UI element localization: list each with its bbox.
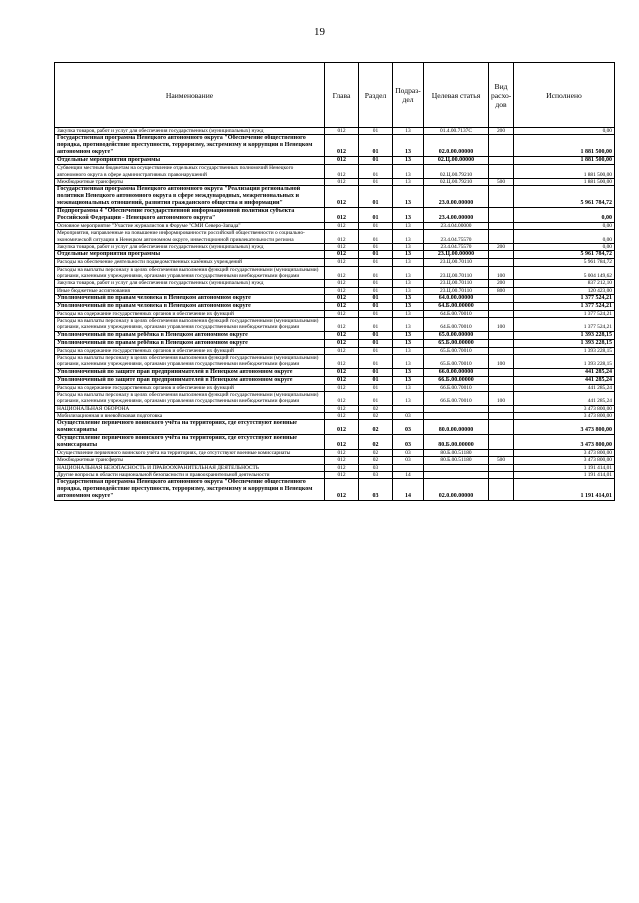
row-subsection: 13: [393, 135, 424, 157]
row-expense-type: [489, 435, 514, 450]
row-target: 02.Ц.00.79210: [424, 178, 489, 185]
row-name: Уполномоченный по правам ребёнка в Ненецком автономном округе: [55, 331, 325, 339]
row-subsection: 13: [393, 376, 424, 384]
table-row: [55, 294, 615, 302]
row-subsection: 03: [393, 457, 424, 464]
row-chapter: 012: [325, 479, 359, 501]
table-row: [55, 230, 615, 244]
row-name: Осуществление первичного воинского учёта на территориях, где отсутствуют военные комиссариаты: [55, 435, 325, 450]
row-target: 65.Б.00.70010: [424, 347, 489, 354]
row-section: 02: [359, 435, 393, 450]
row-target: 23.4.04.75570: [424, 244, 489, 251]
table-header: [55, 63, 615, 128]
row-executed: 3 473 800,00: [514, 457, 615, 464]
row-subsection: 14: [393, 479, 424, 501]
row-name: Межбюджетные трансферты: [55, 178, 325, 185]
row-subsection: 14: [393, 472, 424, 479]
row-subsection: [393, 405, 424, 412]
table-row: [55, 368, 615, 376]
row-executed: 3 473 800,00: [514, 412, 615, 419]
row-target: [424, 472, 489, 479]
row-section: 01: [359, 376, 393, 384]
row-target: 80.Б.00.51180: [424, 457, 489, 464]
table-row: [55, 355, 615, 369]
row-section: 01: [359, 310, 393, 317]
row-subsection: 13: [393, 318, 424, 332]
row-executed: 441 285,24: [514, 376, 615, 384]
table-row: [55, 479, 615, 501]
row-target: 64.0.00.00000: [424, 294, 489, 302]
row-subsection: 03: [393, 435, 424, 450]
row-target: 23.Ц.00.00000: [424, 251, 489, 259]
row-chapter: 012: [325, 331, 359, 339]
row-executed: 5 961 784,72: [514, 259, 615, 266]
row-expense-type: 100: [489, 318, 514, 332]
table-row: [55, 266, 615, 280]
row-target: 80.Б.00.00000: [424, 435, 489, 450]
row-name: Расходы на содержание государственных органов и обеспечение их функций: [55, 347, 325, 354]
row-target: 66.Б.00.70010: [424, 391, 489, 405]
table-row: [55, 244, 615, 251]
row-target: 02.0.00.00000: [424, 135, 489, 157]
row-section: 01: [359, 331, 393, 339]
row-chapter: 012: [325, 294, 359, 302]
table-row: [55, 128, 615, 135]
row-name: Отдельные мероприятия программы: [55, 251, 325, 259]
row-subsection: 13: [393, 347, 424, 354]
row-chapter: 012: [325, 135, 359, 157]
row-section: 01: [359, 266, 393, 280]
row-expense-type: [489, 376, 514, 384]
row-subsection: 13: [393, 259, 424, 266]
row-chapter: 012: [325, 435, 359, 450]
table-row: [55, 435, 615, 450]
row-chapter: 012: [325, 280, 359, 287]
row-executed: 3 473 800,00: [514, 435, 615, 450]
row-subsection: 13: [393, 302, 424, 310]
row-target: 23.Ц.00.70110: [424, 266, 489, 280]
row-target: 80.Б.00.51180: [424, 450, 489, 457]
table-row: [55, 412, 615, 419]
row-name: Подпрограмма 4 "Обеспечение государственной информационной политики субъекта Российской Федерации - Ненецкого автономного округа": [55, 208, 325, 223]
table-row: [55, 472, 615, 479]
row-expense-type: [489, 223, 514, 230]
table-row: [55, 318, 615, 332]
row-expense-type: [489, 251, 514, 259]
row-expense-type: [489, 157, 514, 165]
row-name: Закупка товаров, работ и услуг для обеспечения государственных (муниципальных) нужд: [55, 244, 325, 251]
row-target: 64.Б.00.70010: [424, 310, 489, 317]
row-name: НАЦИОНАЛЬНАЯ БЕЗОПАСНОСТЬ И ПРАВООХРАНИТЕЛЬНАЯ ДЕЯТЕЛЬНОСТЬ: [55, 464, 325, 471]
row-executed: 0,00: [514, 230, 615, 244]
row-target: 65.0.00.00000: [424, 331, 489, 339]
row-expense-type: 200: [489, 280, 514, 287]
row-expense-type: [489, 384, 514, 391]
row-executed: 3 473 800,00: [514, 405, 615, 412]
row-subsection: 03: [393, 450, 424, 457]
row-chapter: 012: [325, 376, 359, 384]
row-executed: 1 881 500,00: [514, 178, 615, 185]
row-target: 23.4.04.75570: [424, 230, 489, 244]
row-expense-type: 800: [489, 287, 514, 294]
row-expense-type: 100: [489, 391, 514, 405]
row-executed: 1 393 228,15: [514, 347, 615, 354]
row-expense-type: 100: [489, 355, 514, 369]
row-name: Осуществление первичного воинского учёта на территориях, где отсутствуют военные комиссариаты: [55, 420, 325, 435]
row-section: 02: [359, 450, 393, 457]
row-expense-type: [489, 294, 514, 302]
row-expense-type: [489, 464, 514, 471]
row-subsection: 13: [393, 391, 424, 405]
row-name: НАЦИОНАЛЬНАЯ ОБОРОНА: [55, 405, 325, 412]
row-subsection: 13: [393, 310, 424, 317]
row-section: 01: [359, 318, 393, 332]
row-chapter: 012: [325, 310, 359, 317]
row-target: 66.Б.00.70010: [424, 384, 489, 391]
row-section: 01: [359, 223, 393, 230]
row-expense-type: [489, 208, 514, 223]
header-subsection: Подраз-дел: [393, 63, 424, 128]
row-subsection: 13: [393, 128, 424, 135]
row-name: Уполномоченный по правам ребёнка в Ненецком автономном округе: [55, 339, 325, 347]
row-subsection: 13: [393, 208, 424, 223]
table-row: [55, 347, 615, 354]
row-section: 01: [359, 135, 393, 157]
table-row: [55, 464, 615, 471]
row-name: Отдельные мероприятия программы: [55, 157, 325, 165]
row-section: 01: [359, 294, 393, 302]
row-section: 01: [359, 347, 393, 354]
row-executed: 441 285,24: [514, 368, 615, 376]
row-chapter: 012: [325, 208, 359, 223]
row-subsection: 13: [393, 339, 424, 347]
row-executed: 3 473 800,00: [514, 450, 615, 457]
row-expense-type: [489, 479, 514, 501]
row-subsection: 03: [393, 412, 424, 419]
row-name: Иные бюджетные ассигнования: [55, 287, 325, 294]
row-executed: 1 191 414,01: [514, 472, 615, 479]
row-name: Мобилизационная и вневойсковая подготовка: [55, 412, 325, 419]
row-target: 02.0.00.00000: [424, 479, 489, 501]
row-chapter: 012: [325, 244, 359, 251]
row-target: 23.4.04.00000: [424, 223, 489, 230]
row-expense-type: [489, 339, 514, 347]
row-name: Расходы на выплаты персоналу в целях обеспечения выполнения функций государственными (муниципальными) органами, казенными учреждениями, органами управления государственными внебюджетными фондами: [55, 266, 325, 280]
row-chapter: 012: [325, 339, 359, 347]
row-name: Закупка товаров, работ и услуг для обеспечения государственных (муниципальных) нужд: [55, 128, 325, 135]
table-row: [55, 331, 615, 339]
row-chapter: 012: [325, 157, 359, 165]
row-section: 01: [359, 128, 393, 135]
row-subsection: 13: [393, 287, 424, 294]
row-executed: 1 393 228,15: [514, 331, 615, 339]
row-section: 03: [359, 479, 393, 501]
row-executed: 441 285,24: [514, 384, 615, 391]
row-subsection: 13: [393, 368, 424, 376]
table-row: [55, 223, 615, 230]
row-target: 23.Ц.00.70110: [424, 280, 489, 287]
row-section: 01: [359, 157, 393, 165]
row-chapter: 012: [325, 251, 359, 259]
row-chapter: 012: [325, 412, 359, 419]
table-row: [55, 376, 615, 384]
row-expense-type: [489, 472, 514, 479]
row-name: Государственная программа Ненецкого автономного округа "Реализация региональной политики Ненецкого автономного округа в сфере международных, межрегиональных и межнациональных отношений, развития гражданского общества и информации": [55, 186, 325, 208]
row-name: Другие вопросы в области национальной безопасности и правоохранительной деятельности: [55, 472, 325, 479]
row-expense-type: [489, 135, 514, 157]
row-section: 01: [359, 339, 393, 347]
row-section: 01: [359, 391, 393, 405]
row-expense-type: [489, 230, 514, 244]
row-target: 02.Ц.00.79210: [424, 165, 489, 179]
table-row: [55, 165, 615, 179]
row-chapter: 012: [325, 405, 359, 412]
row-chapter: 012: [325, 457, 359, 464]
row-target: 65.Б.00.70010: [424, 355, 489, 369]
row-name: Уполномоченный по защите прав предпринимателей в Ненецком автономном округе: [55, 376, 325, 384]
table-row: [55, 280, 615, 287]
row-target: 23.Ц.00.70110: [424, 259, 489, 266]
row-subsection: 13: [393, 230, 424, 244]
row-target: 65.Б.00.00000: [424, 339, 489, 347]
row-expense-type: [489, 331, 514, 339]
row-section: 01: [359, 230, 393, 244]
row-executed: 1 377 524,21: [514, 310, 615, 317]
row-subsection: 13: [393, 251, 424, 259]
row-executed: 0,00: [514, 244, 615, 251]
row-name: Расходы на содержание государственных органов и обеспечение их функций: [55, 310, 325, 317]
row-name: Расходы на содержание государственных органов и обеспечение их функций: [55, 384, 325, 391]
row-executed: 1 191 414,01: [514, 479, 615, 501]
row-expense-type: [489, 405, 514, 412]
row-target: [424, 464, 489, 471]
header-target: Целевая статья: [424, 63, 489, 128]
row-subsection: 13: [393, 157, 424, 165]
table-row: [55, 391, 615, 405]
row-section: 01: [359, 251, 393, 259]
row-chapter: 012: [325, 355, 359, 369]
row-expense-type: [489, 310, 514, 317]
row-target: 23.4.00.00000: [424, 208, 489, 223]
row-executed: 837 212,10: [514, 280, 615, 287]
row-chapter: 012: [325, 223, 359, 230]
row-name: Уполномоченный по правам человека в Ненецком автономном округе: [55, 294, 325, 302]
row-chapter: 012: [325, 266, 359, 280]
table-row: [55, 457, 615, 464]
row-section: 01: [359, 259, 393, 266]
row-executed: 1 393 228,15: [514, 339, 615, 347]
row-target: 80.0.00.00000: [424, 420, 489, 435]
row-executed: 0,00: [514, 223, 615, 230]
row-section: 01: [359, 186, 393, 208]
table-row: [55, 405, 615, 412]
row-executed: 1 881 500,00: [514, 135, 615, 157]
table-row: [55, 287, 615, 294]
row-section: 02: [359, 420, 393, 435]
row-subsection: 13: [393, 186, 424, 208]
table-row: [55, 310, 615, 317]
row-chapter: 012: [325, 464, 359, 471]
page-number: 19: [314, 26, 325, 38]
row-name: Мероприятия, направленные на повышение информированности российской общественности о социально-экономической ситуации в Ненецком автономном округе, инвестиционной привлекательности региона: [55, 230, 325, 244]
row-name: Уполномоченный по защите прав предпринимателей в Ненецком автономном округе: [55, 368, 325, 376]
row-target: [424, 405, 489, 412]
table-row: [55, 178, 615, 185]
table-row: [55, 339, 615, 347]
row-name: Расходы на выплаты персоналу в целях обеспечения выполнения функций государственными (муниципальными) органами, казенными учреждениями, органами управления государственными внебюджетными фондами: [55, 355, 325, 369]
row-executed: 441 285,24: [514, 391, 615, 405]
row-section: 01: [359, 355, 393, 369]
row-name: Субвенции местным бюджетам на осуществление отдельных государственных полномочий Ненецкого автономного округа в сфере административных правонарушений: [55, 165, 325, 179]
row-section: 01: [359, 368, 393, 376]
row-section: 01: [359, 280, 393, 287]
row-name: Расходы на выплаты персоналу в целях обеспечения выполнения функций государственными (муниципальными) органами, казенными учреждениями, органами управления государственными внебюджетными фондами: [55, 318, 325, 332]
row-expense-type: [489, 186, 514, 208]
row-section: 02: [359, 457, 393, 464]
row-target: 66.0.00.00000: [424, 368, 489, 376]
row-expense-type: [489, 368, 514, 376]
header-chapter: Глава: [325, 63, 359, 128]
row-name: Основное мероприятие "Участие журналистов в Форуме "СМИ Северо-Запада": [55, 223, 325, 230]
table-row: [55, 259, 615, 266]
row-section: 01: [359, 165, 393, 179]
row-expense-type: [489, 302, 514, 310]
row-subsection: 13: [393, 384, 424, 391]
row-section: 02: [359, 412, 393, 419]
row-expense-type: [489, 347, 514, 354]
row-target: 64.Б.00.70010: [424, 318, 489, 332]
row-name: Межбюджетные трансферты: [55, 457, 325, 464]
row-executed: 1 881 500,00: [514, 165, 615, 179]
row-expense-type: 100: [489, 266, 514, 280]
row-chapter: 012: [325, 318, 359, 332]
row-expense-type: [489, 412, 514, 419]
row-executed: 1 377 524,21: [514, 318, 615, 332]
row-expense-type: 500: [489, 178, 514, 185]
row-section: 02: [359, 405, 393, 412]
row-chapter: 012: [325, 472, 359, 479]
row-section: 01: [359, 244, 393, 251]
row-expense-type: 200: [489, 244, 514, 251]
row-executed: 1 191 414,01: [514, 464, 615, 471]
row-name: Расходы на обеспечение деятельности подведомственных казённых учреждений: [55, 259, 325, 266]
row-name: Государственная программа Ненецкого автономного округа "Обеспечение общественного порядка, противодействие преступности, терроризму, экстремизму и коррупции в Ненецком автономном округе": [55, 479, 325, 501]
row-expense-type: [489, 420, 514, 435]
row-expense-type: [489, 450, 514, 457]
row-target: 01.4.00.7137С: [424, 128, 489, 135]
row-chapter: 012: [325, 347, 359, 354]
row-chapter: 012: [325, 302, 359, 310]
table-body: [55, 128, 615, 501]
row-chapter: 012: [325, 230, 359, 244]
row-name: Закупка товаров, работ и услуг для обеспечения государственных (муниципальных) нужд: [55, 280, 325, 287]
row-section: 01: [359, 287, 393, 294]
table-row: [55, 135, 615, 157]
row-section: 03: [359, 464, 393, 471]
table-row: [55, 302, 615, 310]
row-target: 66.Б.00.00000: [424, 376, 489, 384]
row-subsection: 03: [393, 420, 424, 435]
row-chapter: 012: [325, 259, 359, 266]
row-executed: 1 377 524,21: [514, 294, 615, 302]
row-subsection: 13: [393, 223, 424, 230]
row-name: Осуществление первичного воинского учёта на территориях, где отсутствуют военные комиссариаты: [55, 450, 325, 457]
row-subsection: 13: [393, 178, 424, 185]
table-row: [55, 208, 615, 223]
row-chapter: 012: [325, 186, 359, 208]
row-executed: 0,00: [514, 128, 615, 135]
row-name: Уполномоченный по правам человека в Ненецком автономном округе: [55, 302, 325, 310]
row-executed: 5 004 149,62: [514, 266, 615, 280]
row-subsection: 13: [393, 280, 424, 287]
row-expense-type: [489, 259, 514, 266]
table-row: [55, 157, 615, 165]
row-executed: 5 961 784,72: [514, 251, 615, 259]
row-name: Государственная программа Ненецкого автономного округа "Обеспечение общественного порядка, противодействие преступности, терроризму, экстремизму и коррупции в Ненецком автономном округе": [55, 135, 325, 157]
row-executed: 1 393 228,15: [514, 355, 615, 369]
table-row: [55, 450, 615, 457]
row-target: 02.Ц.00.00000: [424, 157, 489, 165]
row-expense-type: 500: [489, 457, 514, 464]
row-subsection: 13: [393, 355, 424, 369]
row-chapter: 012: [325, 384, 359, 391]
row-target: [424, 412, 489, 419]
row-target: 64.Б.00.00000: [424, 302, 489, 310]
row-executed: 0,00: [514, 208, 615, 223]
row-chapter: 012: [325, 178, 359, 185]
row-chapter: 012: [325, 368, 359, 376]
header-executed: Исполнено: [514, 63, 615, 128]
row-section: 01: [359, 302, 393, 310]
row-chapter: 012: [325, 420, 359, 435]
table-row: [55, 420, 615, 435]
row-name: Расходы на выплаты персоналу в целях обеспечения выполнения функций государственными (муниципальными) органами, казенными учреждениями, органами управления государственными внебюджетными фондами: [55, 391, 325, 405]
row-executed: 1 881 500,00: [514, 157, 615, 165]
header-section: Раздел: [359, 63, 393, 128]
row-chapter: 012: [325, 128, 359, 135]
row-chapter: 012: [325, 287, 359, 294]
row-executed: 5 961 784,72: [514, 186, 615, 208]
row-chapter: 012: [325, 450, 359, 457]
row-executed: 120 423,00: [514, 287, 615, 294]
header-name: Наименование: [55, 63, 325, 128]
row-executed: 1 377 524,21: [514, 302, 615, 310]
row-expense-type: [489, 165, 514, 179]
row-section: 03: [359, 472, 393, 479]
row-section: 01: [359, 208, 393, 223]
row-section: 01: [359, 384, 393, 391]
row-subsection: 13: [393, 244, 424, 251]
table-row: [55, 384, 615, 391]
row-subsection: [393, 464, 424, 471]
row-chapter: 012: [325, 165, 359, 179]
row-chapter: 012: [325, 391, 359, 405]
table-row: [55, 186, 615, 208]
row-section: 01: [359, 178, 393, 185]
row-subsection: 13: [393, 294, 424, 302]
row-executed: 3 473 800,00: [514, 420, 615, 435]
row-target: 23.0.00.00000: [424, 186, 489, 208]
header-expense-type: Вид расхо-дов: [489, 63, 514, 128]
row-subsection: 13: [393, 331, 424, 339]
budget-table: [54, 62, 615, 501]
row-target: 23.Ц.00.70110: [424, 287, 489, 294]
table-row: [55, 251, 615, 259]
row-subsection: 13: [393, 165, 424, 179]
row-subsection: 13: [393, 266, 424, 280]
row-expense-type: 200: [489, 128, 514, 135]
